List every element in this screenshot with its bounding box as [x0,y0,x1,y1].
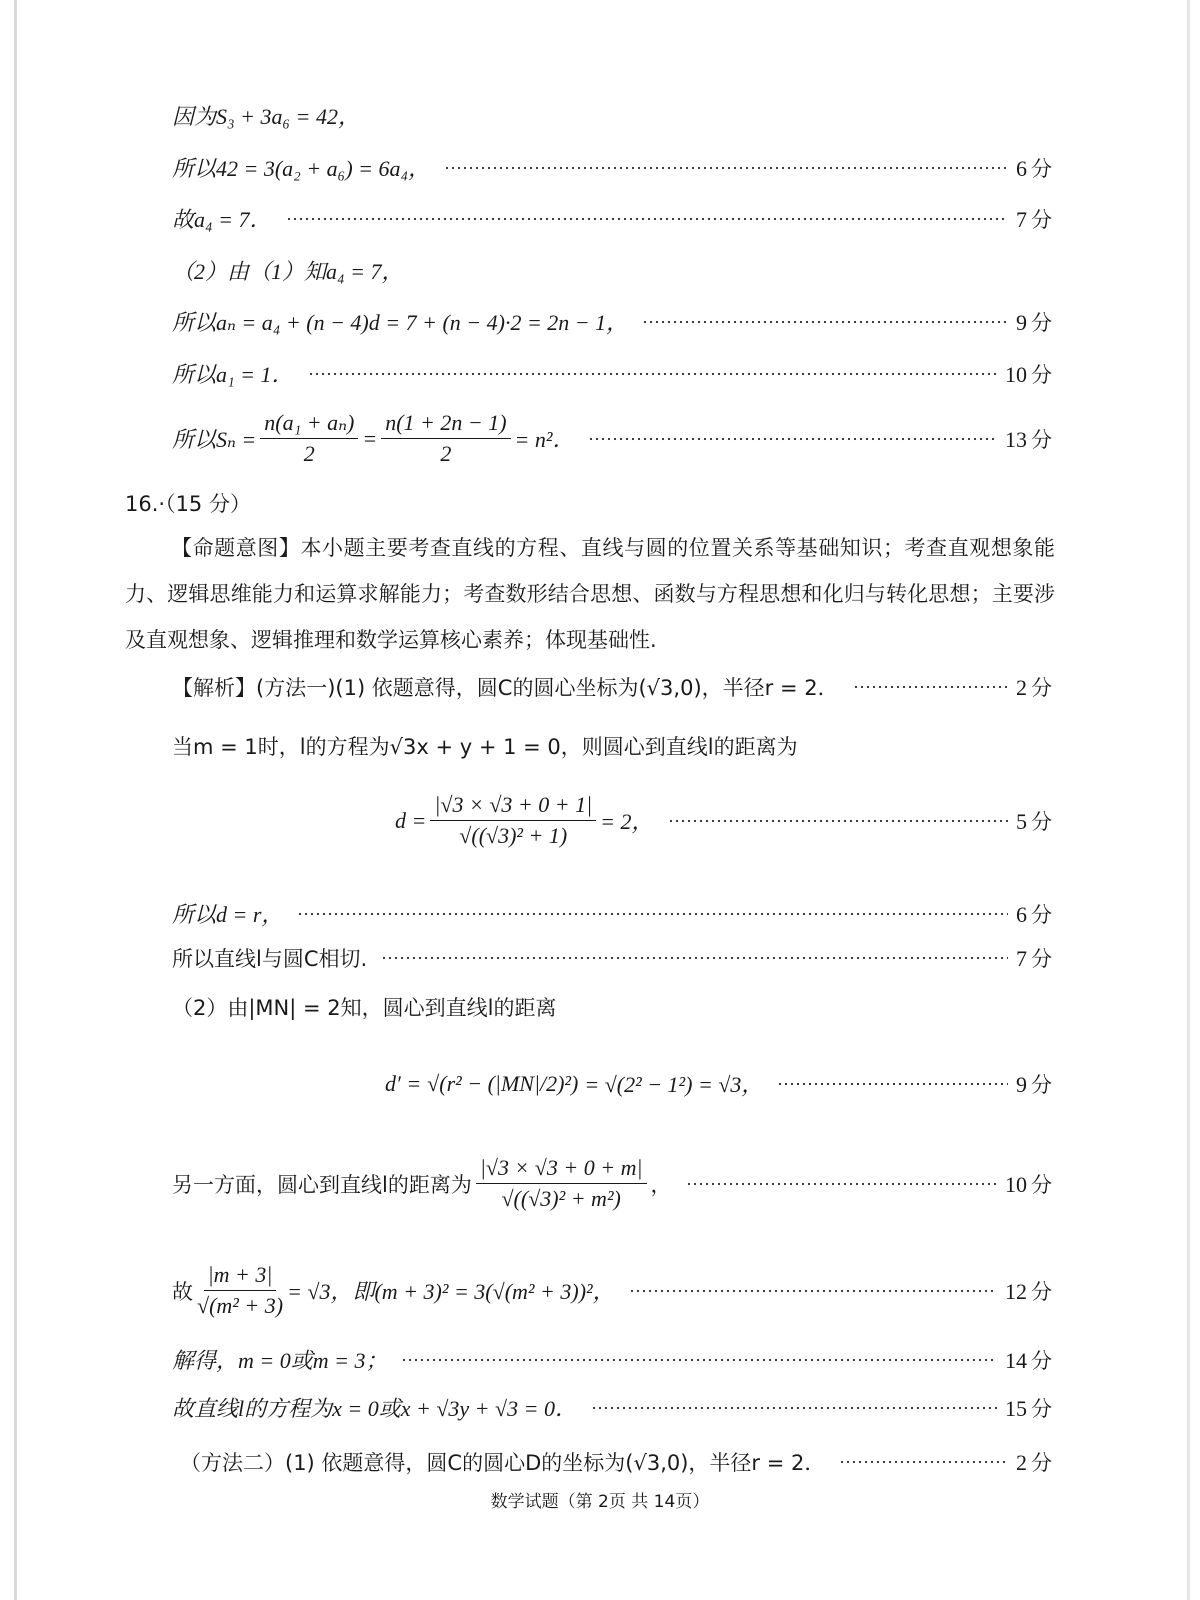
leader-dots [853,685,1008,689]
score-mark: 14 分 [1005,1347,1052,1373]
score-mark: 10 分 [1005,361,1052,387]
line-part2 [172,255,1052,286]
because-text: 因为S₃ + 3a₆ = 42， [172,104,360,129]
score-mark: 7 分 [1016,206,1052,232]
score-mark: 7 分 [1016,946,1052,971]
sn-fraction-2: $\frac{n(1 + 2n - 1)}{2}$ [381,410,510,467]
leader-dots [286,217,1009,221]
line-eq-text: 故直线l的方程为x = 0或x + √3y + √3 = 0． [172,1396,577,1421]
dprime-suffix: = √(2² − 1²) = √3， [584,1072,764,1097]
d-suffix: = 2， [600,809,654,834]
part2-mn-text: （2）由|MN| = 2知，圆心到直线l的距离 [172,996,557,1020]
leader-dots [839,1460,1008,1464]
leader-dots [668,819,1009,823]
d-eq-r-text: 所以d = r， [172,902,284,927]
score-mark: 5 分 [1016,808,1052,834]
score-mark: 13 分 [1005,426,1052,452]
page-footer: 数学试题（第 2页 共 14页） [490,1492,710,1512]
line-analysis-1 [172,672,1052,702]
line-solve [172,1344,1052,1375]
score-mark: 9 分 [1016,309,1052,335]
leader-dots [401,1358,997,1362]
gu-prefix: 故 [172,1279,193,1304]
line-dprime [385,1068,1052,1099]
leader-dots [444,166,1008,170]
leader-dots [381,956,1008,960]
so-42-text: 所以42 = 3(a₂ + a₆) = 6a₄， [172,156,431,181]
leader-dots [588,437,997,441]
leader-dots [642,320,1008,324]
line-an [172,306,1052,337]
when-m1-text: 当m = 1时，l的方程为√3x + y + 1 = 0，则圆心到直线l的距离为 [172,735,798,759]
line-a1 [172,358,1052,389]
gu-fraction: $\frac{|m + 3|}{\text{√(m² + 3)}}$ [197,1262,284,1318]
intent-paragraph: 【命题意图】本小题主要考查直线的方程、直线与圆的位置关系等基础知识；考查直观想象能力、逻辑思维能力和运算求解能力；考查数形结合思想、函数与方程思想和化归与转化思想；主要涉及直观想象、逻辑推理和数学运算核心素养；体现基础性. [125,536,1055,652]
line-a4 [172,203,1052,234]
a4-text: 故a₄ = 7． [172,207,272,232]
dprime-body: √(r² − (|MN|/2)²) [427,1070,579,1096]
method-2-text: （方法二）(1) 依题意得，圆C的圆心D的坐标为(√3,0)，半径r = 2． [180,1451,826,1475]
an-text: 所以aₙ = a₄ + (n − 4)d = 7 + (n − 4)·2 = 2n − 1， [172,310,629,335]
score-mark: 9 分 [1016,1071,1052,1097]
score-mark: 6 分 [1016,901,1052,927]
other-fraction: $\frac{|√3 \times √3 + 0 + m|}{\text{√((√3)² + m²)}}$ [476,1155,647,1212]
line-so-42 [172,152,1052,183]
line-method-2 [180,1447,1052,1477]
part2-text: （2）由（1）知a₄ = 7， [172,259,404,284]
line-part2-mn [172,992,1052,1022]
line-other-hand [172,1155,1052,1212]
line-when-m1 [172,731,1052,761]
d-fraction: $\frac{|√3 \times √3 + 0 + 1|}{\text{√((√3)² + 1)}}$ [430,792,596,849]
line-gu [172,1262,1052,1319]
other-suffix: ， [650,1172,672,1197]
line-d-formula [395,792,1052,849]
leader-dots [777,1082,1008,1086]
sn-suffix: = n²． [514,427,575,452]
score-mark: 12 分 [1005,1278,1052,1304]
leader-dots [308,372,998,376]
d-prefix: d = [395,807,427,833]
a1-text: 所以a₁ = 1． [172,362,294,387]
other-prefix: 另一方面，圆心到直线l的距离为 [172,1172,472,1197]
line-sn: 所以Sₙ = $\frac{\text{n(a₁ + aₙ)}}{2}$ = $\frac{n(1 + 2n - 1)}{2}$ = n²． 13 分 [172,410,1052,466]
leader-dots [629,1289,997,1293]
score-mark: 2 分 [1016,675,1052,700]
leader-dots [297,912,1008,916]
score-mark: 2 分 [1016,1450,1052,1475]
line-line-eq [172,1392,1052,1423]
tangent-text: 所以直线l与圆C相切. [172,947,368,971]
line-tangent [172,943,1052,973]
sn-prefix: 所以Sₙ = [172,427,257,452]
gu-suffix: = √3，即(m + 3)² = 3(√(m² + 3))²， [287,1279,615,1304]
question-16-heading: 16.·（15 分） [125,492,251,516]
analysis-1-text: 【解析】(方法一)(1) 依题意得，圆C的圆心坐标为(√3,0)，半径r = 2． [172,676,839,700]
line-because [172,100,1052,131]
solve-text: 解得，m = 0或m = 3； [172,1348,388,1373]
dprime-prefix: d′ = [385,1070,422,1096]
page-edge-left [14,0,17,1600]
score-mark: 6 分 [1016,155,1052,181]
sn-fraction-1: $\frac{\text{n(a₁ + aₙ)}}{2}$ [260,410,358,467]
line-d-eq-r [172,898,1052,929]
score-mark: 10 分 [1005,1171,1052,1197]
leader-dots [686,1182,997,1186]
page-edge-right [1187,0,1190,1600]
score-mark: 15 分 [1005,1395,1052,1421]
leader-dots [591,1406,997,1410]
